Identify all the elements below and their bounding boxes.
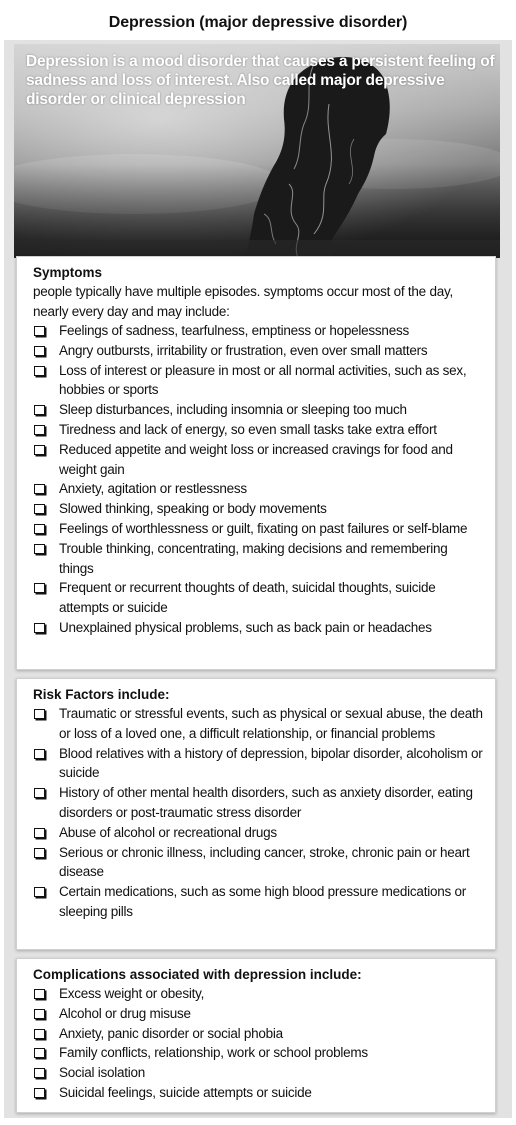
checkbox-bullet-icon — [34, 1088, 45, 1098]
list-item-text: Slowed thinking, speaking or body movements — [59, 501, 327, 517]
list-item-text: Anxiety, panic disorder or social phobia — [59, 1025, 283, 1041]
list-item-text: Social isolation — [59, 1065, 146, 1081]
symptoms-panel — [16, 256, 496, 670]
checkbox-bullet-icon — [34, 1048, 45, 1058]
list-item — [33, 1043, 485, 1063]
checkbox-bullet-icon — [34, 583, 45, 593]
checkbox-bullet-icon — [34, 504, 45, 514]
list-item — [33, 984, 485, 1004]
list-item-text: Serious or chronic illness, including cancer, stroke, chronic pain or heart disease — [59, 844, 470, 880]
list-item — [33, 823, 485, 843]
list-item — [33, 1063, 485, 1083]
list-item-text: Family conflicts, relationship, work or school problems — [59, 1045, 368, 1061]
list-item-text: Traumatic or stressful events, such as physical or sexual abuse, the death or loss of a loved one, a difficult relationship, or financial problems — [59, 706, 483, 741]
list-item-text: Blood relatives with a history of depression, bipolar disorder, alcoholism or suicide — [59, 745, 483, 781]
complications-panel — [16, 958, 496, 1113]
symptoms-list — [33, 321, 485, 638]
list-item — [33, 578, 485, 618]
list-item-text: Sleep disturbances, including insomnia or sleeping too much — [59, 402, 407, 418]
checkbox-bullet-icon — [34, 709, 45, 719]
list-item — [33, 361, 485, 401]
checkbox-bullet-icon — [34, 346, 45, 356]
checkbox-bullet-icon — [34, 1068, 45, 1078]
list-item — [33, 519, 485, 539]
complications-heading: Complications associated with depression include: — [33, 967, 362, 982]
list-item — [33, 400, 485, 420]
hero-description: Depression is a mood disorder that causes a persistent feeling of sadness and loss of interest. Also called major depressive disorder or clinical depression — [26, 53, 495, 108]
list-item-text: Abuse of alcohol or recreational drugs — [59, 824, 277, 840]
list-item — [33, 704, 485, 744]
checkbox-bullet-icon — [34, 326, 45, 336]
checkbox-bullet-icon — [34, 749, 45, 759]
list-item — [33, 341, 485, 361]
checkbox-bullet-icon — [34, 1029, 45, 1039]
list-item — [33, 1004, 485, 1024]
checkbox-bullet-icon — [34, 524, 45, 534]
list-item — [33, 744, 485, 784]
complications-list — [33, 984, 485, 1103]
list-item — [33, 1083, 485, 1103]
checkbox-bullet-icon — [34, 366, 45, 376]
list-item-text: Reduced appetite and weight loss or increased cravings for food and weight gain — [59, 441, 453, 477]
list-item-text: Frequent or recurrent thoughts of death, suicidal thoughts, suicide attempts or suicide — [59, 580, 436, 616]
checkbox-bullet-icon — [34, 848, 45, 858]
list-item — [33, 440, 485, 480]
risk-factors-list — [33, 704, 485, 922]
risk-factors-heading: Risk Factors include: — [33, 687, 170, 702]
checkbox-bullet-icon — [34, 544, 45, 554]
list-item — [33, 618, 485, 638]
list-item-text: Feelings of worthlessness or guilt, fixating on past failures or self-blame — [59, 520, 468, 536]
checkbox-bullet-icon — [34, 989, 45, 999]
list-item-text: Trouble thinking, concentrating, making decisions and remembering things — [59, 540, 448, 576]
checkbox-bullet-icon — [34, 623, 45, 633]
list-item-text: Excess weight or obesity, — [59, 986, 205, 1001]
list-item-text: Certain medications, such as some high blood pressure medications or sleeping pills — [59, 884, 466, 919]
list-item — [33, 1024, 485, 1044]
list-item — [33, 539, 485, 579]
list-item-text: History of other mental health disorders, such as anxiety disorder, eating disorders or post-traumatic stress disorder — [59, 785, 473, 820]
hero-banner — [14, 44, 500, 258]
list-item-text: Feelings of sadness, tearfulness, emptiness or hopelessness — [59, 323, 409, 338]
list-item-text: Unexplained physical problems, such as back pain or headaches — [59, 619, 432, 635]
list-item-text: Alcohol or drug misuse — [59, 1005, 191, 1021]
list-item — [33, 420, 485, 440]
checkbox-bullet-icon — [34, 425, 45, 435]
list-item — [33, 499, 485, 519]
list-item — [33, 321, 485, 341]
checkbox-bullet-icon — [34, 445, 45, 455]
checkbox-bullet-icon — [34, 788, 45, 798]
checkbox-bullet-icon — [34, 828, 45, 838]
list-item-text: Loss of interest or pleasure in most or all normal activities, such as sex, hobbies or sports — [59, 362, 467, 398]
list-item-text: Suicidal feelings, suicide attempts or suicide — [59, 1084, 312, 1100]
symptoms-heading: Symptoms — [33, 265, 103, 280]
checkbox-bullet-icon — [34, 405, 45, 415]
checkbox-bullet-icon — [34, 1009, 45, 1019]
page-title: Depression (major depressive disorder) — [108, 14, 408, 31]
list-item — [33, 783, 485, 823]
list-item-text: Tiredness and lack of energy, so even small tasks take extra effort — [59, 421, 437, 437]
list-item-text: Angry outbursts, irritability or frustration, even over small matters — [59, 342, 428, 358]
risk-factors-panel — [16, 678, 496, 950]
list-item-text: Anxiety, agitation or restlessness — [59, 481, 247, 497]
list-item — [33, 843, 485, 883]
checkbox-bullet-icon — [34, 484, 45, 494]
list-item — [33, 882, 485, 922]
symptoms-intro: people typically have multiple episodes. symptoms occur most of the day, nearly every day and may include: — [33, 284, 453, 319]
checkbox-bullet-icon — [34, 887, 45, 897]
list-item — [33, 479, 485, 499]
